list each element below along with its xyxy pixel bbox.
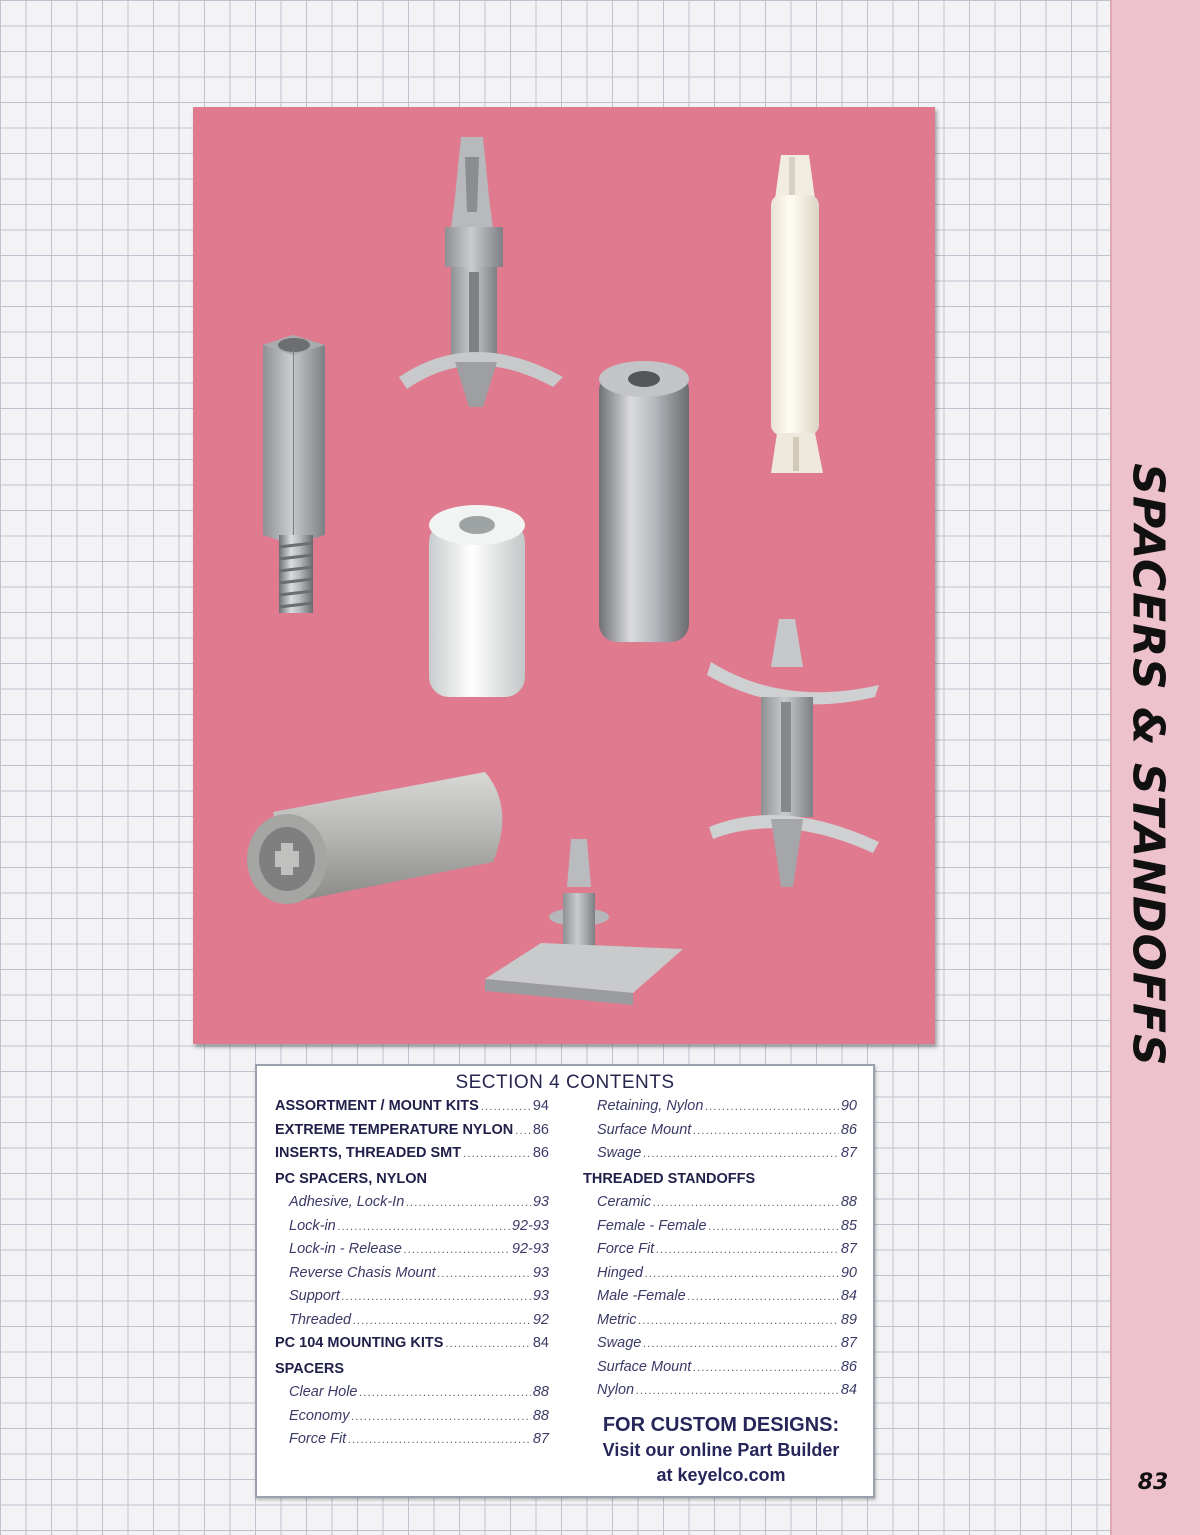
- contents-entry: [583, 1265, 857, 1289]
- entry-page: 84: [532, 1335, 549, 1351]
- hex-standoff-icon: [263, 335, 325, 613]
- contents-right-column: [583, 1098, 857, 1406]
- contents-left-column: [275, 1098, 549, 1455]
- leader-dots: [338, 1221, 510, 1233]
- contents-entry: [275, 1218, 549, 1242]
- contents-entry: [583, 1312, 857, 1336]
- leader-dots: [404, 1244, 510, 1256]
- aluminum-spacer-icon: [599, 361, 689, 642]
- support-clip-icon: [707, 619, 879, 887]
- contents-entry: [275, 1408, 549, 1432]
- contents-entry: [275, 1361, 549, 1385]
- entry-label: Surface Mount: [597, 1358, 692, 1375]
- contents-entry: [275, 1122, 549, 1146]
- entry-label: Metric: [597, 1311, 637, 1328]
- contents-entry: [275, 1335, 549, 1359]
- contents-entry: [583, 1218, 857, 1242]
- website-link[interactable]: at keyelco.com: [656, 1465, 786, 1485]
- entry-page: 87: [840, 1145, 857, 1161]
- contents-title: SECTION 4 CONTENTS: [455, 1072, 675, 1093]
- leader-dots: [445, 1338, 530, 1350]
- entry-page: 90: [840, 1098, 857, 1114]
- section-title: SPACERS & STANDOFFS: [1122, 463, 1174, 1067]
- entry-label: Hinged: [597, 1264, 643, 1281]
- adhesive-mount-icon: [485, 839, 683, 1005]
- entry-label: Surface Mount: [597, 1121, 692, 1138]
- entry-label: Force Fit: [289, 1431, 347, 1447]
- contents-entry: [583, 1145, 857, 1169]
- contents-entry: [583, 1359, 857, 1383]
- contents-entry: [275, 1431, 549, 1455]
- entry-label: Nylon: [597, 1382, 635, 1398]
- entry-page: 93: [532, 1264, 549, 1281]
- contents-entry: [583, 1335, 857, 1359]
- contents-entry: [275, 1145, 549, 1169]
- leader-dots: [406, 1197, 531, 1209]
- contents-entry: [275, 1098, 549, 1122]
- page-number: 83: [1137, 1470, 1169, 1495]
- entry-label: SPACERS: [275, 1360, 345, 1377]
- leader-dots: [515, 1125, 531, 1137]
- contents-entry: [275, 1194, 549, 1218]
- leader-dots: [643, 1338, 839, 1350]
- contents-entry: [583, 1241, 857, 1265]
- entry-page: 88: [840, 1194, 857, 1210]
- contents-entry: [275, 1384, 549, 1408]
- entry-label: ASSORTMENT / MOUNT KITS: [275, 1098, 479, 1114]
- entry-label: PC 104 MOUNTING KITS: [275, 1335, 444, 1351]
- entry-page: 87: [840, 1241, 857, 1257]
- leader-dots: [709, 1221, 839, 1233]
- contents-entry: [275, 1288, 549, 1312]
- custom-designs-callout: [583, 1412, 859, 1488]
- entry-page: 85: [840, 1217, 857, 1234]
- leader-dots: [351, 1411, 530, 1423]
- product-photo: [193, 107, 935, 1044]
- entry-page: 90: [840, 1264, 857, 1281]
- entry-label: THREADED STANDOFFS: [583, 1170, 756, 1187]
- entry-label: Female - Female: [597, 1217, 707, 1234]
- entry-page: 93: [532, 1288, 549, 1304]
- entry-page: 86: [532, 1145, 549, 1161]
- leader-dots: [638, 1315, 838, 1327]
- entry-page: 92-93: [511, 1241, 549, 1257]
- entry-page: 87: [840, 1335, 857, 1351]
- entry-page: 94: [532, 1098, 549, 1114]
- contents-entry: [583, 1122, 857, 1146]
- contents-entry: [583, 1288, 857, 1312]
- leader-dots: [353, 1315, 531, 1327]
- entry-page: 88: [532, 1407, 549, 1424]
- leader-dots: [481, 1101, 531, 1113]
- entry-label: Swage: [597, 1335, 642, 1351]
- leader-dots: [463, 1148, 531, 1160]
- entry-page: 92-93: [511, 1217, 549, 1234]
- leader-dots: [656, 1244, 839, 1256]
- leader-dots: [360, 1387, 531, 1399]
- leader-dots: [693, 1125, 839, 1137]
- leader-dots: [653, 1197, 839, 1209]
- entry-label: PC SPACERS, NYLON: [275, 1170, 428, 1187]
- leader-dots: [693, 1362, 839, 1374]
- snap-spacer-icon: [399, 137, 563, 407]
- entry-page: 84: [840, 1288, 857, 1304]
- entry-page: 86: [840, 1358, 857, 1375]
- entry-label: INSERTS, THREADED SMT: [275, 1145, 462, 1161]
- entry-page: 86: [840, 1121, 857, 1138]
- contents-entry: [275, 1312, 549, 1336]
- entry-page: 89: [840, 1311, 857, 1328]
- leader-dots: [342, 1291, 531, 1303]
- entry-label: Lock-in: [289, 1217, 336, 1234]
- entry-page: 92: [532, 1311, 549, 1328]
- contents-entry: [275, 1241, 549, 1265]
- entry-label: Male -Female: [597, 1288, 686, 1304]
- entry-label: Economy: [289, 1407, 350, 1424]
- entry-label: Retaining, Nylon: [597, 1098, 704, 1114]
- ceramic-spacer-icon: [429, 505, 525, 697]
- leader-dots: [643, 1148, 839, 1160]
- part-builder-text: Visit our online Part Builder: [602, 1440, 840, 1460]
- nylon-spacer-icon: [771, 155, 823, 473]
- leader-dots: [636, 1385, 839, 1397]
- custom-designs-heading: FOR CUSTOM DESIGNS:: [602, 1414, 840, 1436]
- entry-label: Threaded: [289, 1311, 352, 1328]
- contents-entry: [583, 1194, 857, 1218]
- leader-dots: [438, 1268, 531, 1280]
- entry-label: Lock-in - Release: [289, 1241, 402, 1257]
- entry-label: Adhesive, Lock-In: [289, 1194, 405, 1210]
- entry-label: Support: [289, 1288, 340, 1304]
- entry-page: 84: [840, 1382, 857, 1398]
- entry-page: 88: [532, 1384, 549, 1400]
- entry-page: 87: [532, 1431, 549, 1447]
- contents-entry: [583, 1171, 857, 1195]
- section-contents: [255, 1064, 875, 1498]
- contents-entry: [275, 1265, 549, 1289]
- leader-dots: [348, 1434, 531, 1446]
- leader-dots: [688, 1291, 839, 1303]
- swage-spacer-icon: [247, 772, 502, 904]
- entry-label: Swage: [597, 1145, 642, 1161]
- entry-label: Clear Hole: [289, 1384, 358, 1400]
- entry-label: Force Fit: [597, 1241, 655, 1257]
- entry-page: 93: [532, 1194, 549, 1210]
- contents-entry: [583, 1098, 857, 1122]
- leader-dots: [705, 1101, 838, 1113]
- leader-dots: [645, 1268, 839, 1280]
- entry-label: Reverse Chasis Mount: [289, 1264, 436, 1281]
- contents-entry: [583, 1382, 857, 1406]
- contents-entry: [275, 1171, 549, 1195]
- entry-label: EXTREME TEMPERATURE NYLON: [275, 1121, 514, 1138]
- entry-page: 86: [532, 1121, 549, 1138]
- entry-label: Ceramic: [597, 1194, 651, 1210]
